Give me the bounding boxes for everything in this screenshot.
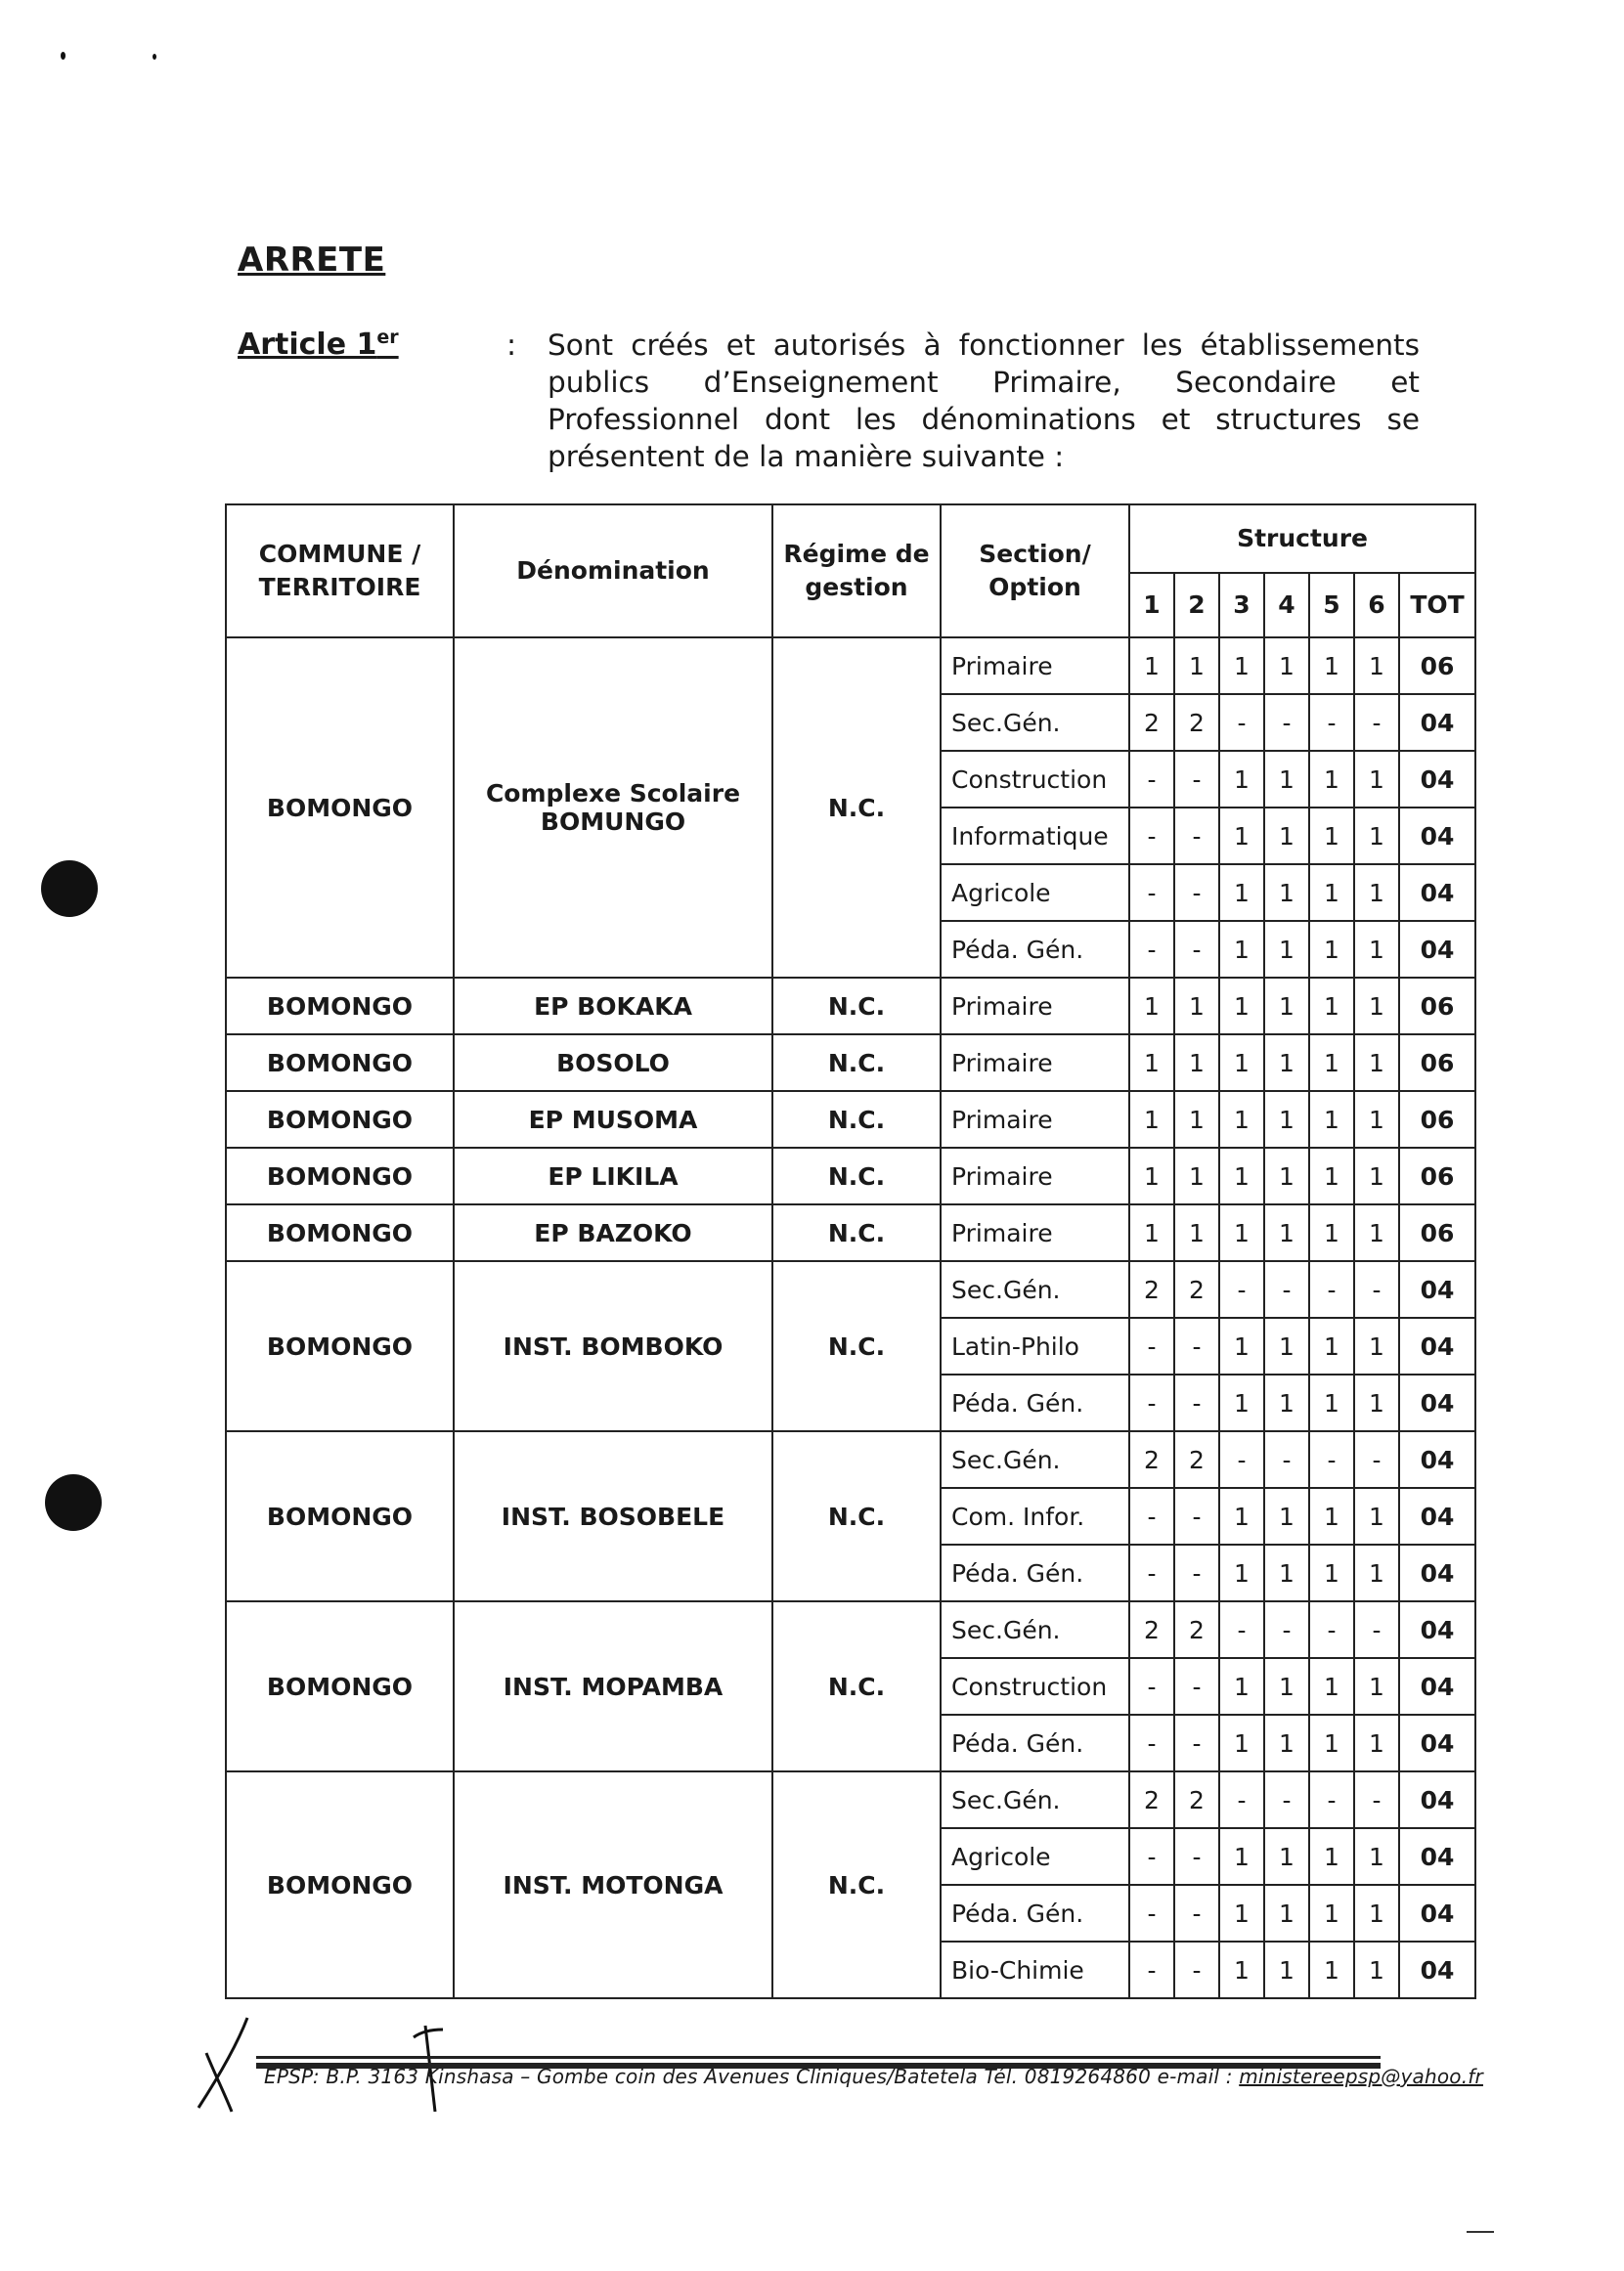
header-section: Section/ Option [941,504,1129,637]
table-row [226,1771,1475,1828]
level-value-cell: 1 [1354,637,1399,694]
article-label-sup: er [376,327,399,348]
level-value-cell: - [1354,1601,1399,1658]
level-value-cell: - [1264,1771,1309,1828]
level-value-cell: 1 [1354,864,1399,921]
level-value-cell: - [1174,1545,1219,1601]
total-cell: 04 [1399,921,1475,978]
section-cell: Agricole [941,864,1129,921]
level-value-cell: - [1264,1261,1309,1318]
level-value-cell: - [1219,1771,1264,1828]
level-value-cell: 1 [1264,1148,1309,1204]
level-value-cell: 1 [1219,1148,1264,1204]
level-value-cell: - [1129,1658,1174,1715]
level-value-cell: - [1219,694,1264,751]
commune-cell: BOMONGO [226,1091,454,1148]
total-cell: 04 [1399,1261,1475,1318]
total-cell: 04 [1399,694,1475,751]
level-value-cell: 1 [1174,1204,1219,1261]
level-value-cell: - [1174,1375,1219,1431]
total-cell: 04 [1399,1885,1475,1942]
section-cell: Primaire [941,1091,1129,1148]
header-level: 4 [1264,573,1309,637]
level-value-cell: 1 [1309,1942,1354,1998]
regime-cell: N.C. [772,1431,941,1601]
regime-cell: N.C. [772,978,941,1034]
total-cell: 06 [1399,978,1475,1034]
level-value-cell: - [1129,1828,1174,1885]
total-cell: 04 [1399,1942,1475,1998]
level-value-cell: - [1354,694,1399,751]
total-cell: 04 [1399,1545,1475,1601]
level-value-cell: - [1129,808,1174,864]
level-value-cell: - [1354,1261,1399,1318]
section-cell: Péda. Gén. [941,1715,1129,1771]
level-value-cell: 1 [1219,808,1264,864]
level-value-cell: 1 [1354,808,1399,864]
level-value-cell: - [1309,1261,1354,1318]
level-value-cell: 1 [1354,1318,1399,1375]
level-value-cell: 1 [1354,1148,1399,1204]
level-value-cell: 1 [1309,1715,1354,1771]
level-value-cell: 1 [1264,1375,1309,1431]
header-commune: COMMUNE / TERRITOIRE [226,504,454,637]
level-value-cell: 1 [1309,1091,1354,1148]
section-cell: Primaire [941,978,1129,1034]
level-value-cell: 1 [1354,1942,1399,1998]
level-value-cell: - [1174,808,1219,864]
regime-cell: N.C. [772,1148,941,1204]
table-row [226,1091,1475,1148]
header-level: 2 [1174,573,1219,637]
level-value-cell: 1 [1219,1091,1264,1148]
commune-cell: BOMONGO [226,1204,454,1261]
page-heading: ARRETE [238,240,386,280]
level-value-cell: - [1129,1885,1174,1942]
level-value-cell: - [1129,1488,1174,1545]
speck [61,52,66,60]
level-value-cell: 1 [1354,1658,1399,1715]
section-cell: Sec.Gén. [941,1261,1129,1318]
level-value-cell: 1 [1309,1488,1354,1545]
level-value-cell: 1 [1264,1658,1309,1715]
level-value-cell: 1 [1354,751,1399,808]
total-cell: 04 [1399,751,1475,808]
denomination-cell: BOSOLO [454,1034,772,1091]
total-cell: 04 [1399,1375,1475,1431]
total-cell: 04 [1399,1658,1475,1715]
page-mark [1467,2231,1494,2233]
level-value-cell: 1 [1219,751,1264,808]
level-value-cell: 1 [1309,637,1354,694]
level-value-cell: - [1219,1601,1264,1658]
level-value-cell: - [1174,1885,1219,1942]
level-value-cell: 1 [1219,637,1264,694]
level-value-cell: 1 [1309,751,1354,808]
level-value-cell: 1 [1309,1318,1354,1375]
table-row [226,1148,1475,1204]
level-value-cell: - [1174,1715,1219,1771]
regime-cell: N.C. [772,1034,941,1091]
level-value-cell: 1 [1219,921,1264,978]
section-cell: Sec.Gén. [941,1771,1129,1828]
level-value-cell: - [1309,694,1354,751]
level-value-cell: 2 [1174,1261,1219,1318]
level-value-cell: - [1129,1545,1174,1601]
level-value-cell: 1 [1264,1545,1309,1601]
level-value-cell: 1 [1264,1318,1309,1375]
commune-cell: BOMONGO [226,1771,454,1998]
level-value-cell: 1 [1354,978,1399,1034]
level-value-cell: 1 [1309,1148,1354,1204]
level-value-cell: 1 [1219,1828,1264,1885]
level-value-cell: 1 [1264,1942,1309,1998]
level-value-cell: - [1174,864,1219,921]
header-denomination: Dénomination [454,504,772,637]
section-cell: Latin-Philo [941,1318,1129,1375]
section-cell: Sec.Gén. [941,1431,1129,1488]
level-value-cell: 1 [1219,1318,1264,1375]
table-row [226,1431,1475,1488]
level-value-cell: 1 [1309,978,1354,1034]
level-value-cell: 1 [1219,1375,1264,1431]
section-cell: Péda. Gén. [941,1885,1129,1942]
level-value-cell: - [1309,1601,1354,1658]
level-value-cell: 1 [1219,864,1264,921]
level-value-cell: 1 [1174,978,1219,1034]
section-cell: Agricole [941,1828,1129,1885]
table-row [226,1204,1475,1261]
level-value-cell: - [1174,1828,1219,1885]
level-value-cell: 1 [1174,637,1219,694]
total-cell: 04 [1399,1771,1475,1828]
level-value-cell: 1 [1309,1545,1354,1601]
level-value-cell: - [1174,1942,1219,1998]
commune-cell: BOMONGO [226,1034,454,1091]
punch-hole-top [41,860,98,917]
commune-cell: BOMONGO [226,1261,454,1431]
header-level: TOT [1399,573,1475,637]
level-value-cell: 1 [1309,864,1354,921]
article-label-text: Article 1 [238,328,377,362]
level-value-cell: 1 [1129,1091,1174,1148]
level-value-cell: 1 [1219,1942,1264,1998]
level-value-cell: 1 [1309,808,1354,864]
level-value-cell: 1 [1219,1204,1264,1261]
level-value-cell: - [1174,1658,1219,1715]
denomination-cell: EP BOKAKA [454,978,772,1034]
level-value-cell: 2 [1174,694,1219,751]
regime-cell: N.C. [772,1601,941,1771]
level-value-cell: 1 [1354,1034,1399,1091]
header-structure: Structure [1129,504,1475,573]
header-level: 6 [1354,573,1399,637]
level-value-cell: 2 [1129,1261,1174,1318]
denomination-cell: INST. BOSOBELE [454,1431,772,1601]
level-value-cell: - [1219,1431,1264,1488]
level-value-cell: 1 [1219,1715,1264,1771]
level-value-cell: 1 [1264,808,1309,864]
table-row [226,1261,1475,1318]
section-cell: Primaire [941,1148,1129,1204]
level-value-cell: 1 [1264,1204,1309,1261]
level-value-cell: - [1129,751,1174,808]
level-value-cell: 1 [1264,1828,1309,1885]
level-value-cell: 1 [1264,637,1309,694]
level-value-cell: 1 [1174,1091,1219,1148]
table-row [226,1601,1475,1658]
level-value-cell: - [1174,1488,1219,1545]
denomination-cell: Complexe Scolaire BOMUNGO [454,637,772,978]
regime-cell: N.C. [772,637,941,978]
total-cell: 06 [1399,637,1475,694]
level-value-cell: 1 [1174,1034,1219,1091]
total-cell: 04 [1399,1488,1475,1545]
level-value-cell: 1 [1219,978,1264,1034]
level-value-cell: 1 [1264,1715,1309,1771]
level-value-cell: 1 [1219,1658,1264,1715]
denomination-cell: EP LIKILA [454,1148,772,1204]
level-value-cell: 1 [1129,637,1174,694]
level-value-cell: 1 [1354,1375,1399,1431]
level-value-cell: 1 [1219,1034,1264,1091]
schools-table [225,503,1476,1999]
level-value-cell: - [1354,1431,1399,1488]
level-value-cell: 2 [1174,1771,1219,1828]
level-value-cell: 2 [1174,1431,1219,1488]
denomination-cell: INST. MOPAMBA [454,1601,772,1771]
commune-cell: BOMONGO [226,1601,454,1771]
section-cell: Construction [941,751,1129,808]
denomination-cell: INST. BOMBOKO [454,1261,772,1431]
level-value-cell: 2 [1129,694,1174,751]
speck [153,54,156,60]
header-level: 3 [1219,573,1264,637]
level-value-cell: 1 [1264,978,1309,1034]
level-value-cell: - [1129,921,1174,978]
level-value-cell: 1 [1354,1091,1399,1148]
table-row [226,1034,1475,1091]
level-value-cell: - [1129,1318,1174,1375]
commune-cell: BOMONGO [226,637,454,978]
denomination-cell: EP MUSOMA [454,1091,772,1148]
level-value-cell: 1 [1354,1545,1399,1601]
level-value-cell: - [1219,1261,1264,1318]
level-value-cell: 1 [1354,1715,1399,1771]
level-value-cell: 1 [1354,921,1399,978]
level-value-cell: 1 [1129,1204,1174,1261]
section-cell: Sec.Gén. [941,1601,1129,1658]
level-value-cell: 1 [1309,1375,1354,1431]
level-value-cell: 1 [1264,1091,1309,1148]
level-value-cell: 1 [1264,1885,1309,1942]
level-value-cell: 1 [1264,921,1309,978]
footer-address-text: EPSP: B.P. 3163 Kinshasa – Gombe coin des Avenues Cliniques/Batetela Tél. 0819264860 e-mail : [264,2065,1240,2088]
level-value-cell: 1 [1264,751,1309,808]
level-value-cell: - [1354,1771,1399,1828]
footer-address [264,2065,1483,2088]
regime-cell: N.C. [772,1771,941,1998]
level-value-cell: 1 [1354,1488,1399,1545]
level-value-cell: 1 [1129,1034,1174,1091]
total-cell: 04 [1399,1715,1475,1771]
article-text: Sont créés et autorisés à fonctionner les établissements publics d’Enseignement Primaire, Secondaire et Professionnel dont les dénominations et structures se présentent de la manière suivante : [548,328,1420,473]
punch-hole-bottom [45,1474,102,1531]
level-value-cell: - [1129,1375,1174,1431]
level-value-cell: 1 [1309,1885,1354,1942]
level-value-cell: - [1129,1715,1174,1771]
level-value-cell: 1 [1264,1488,1309,1545]
section-cell: Primaire [941,1204,1129,1261]
total-cell: 04 [1399,1601,1475,1658]
denomination-cell: INST. MOTONGA [454,1771,772,1998]
level-value-cell: 1 [1219,1545,1264,1601]
footer-rule-thin [256,2056,1381,2059]
level-value-cell: 1 [1309,1828,1354,1885]
total-cell: 06 [1399,1148,1475,1204]
section-cell: Com. Infor. [941,1488,1129,1545]
level-value-cell: 1 [1309,921,1354,978]
level-value-cell: - [1309,1771,1354,1828]
total-cell: 04 [1399,1828,1475,1885]
level-value-cell: 1 [1354,1885,1399,1942]
section-cell: Péda. Gén. [941,1545,1129,1601]
header-regime: Régime de gestion [772,504,941,637]
total-cell: 04 [1399,808,1475,864]
regime-cell: N.C. [772,1204,941,1261]
level-value-cell: - [1129,864,1174,921]
level-value-cell: 1 [1309,1204,1354,1261]
level-value-cell: - [1264,694,1309,751]
level-value-cell: 1 [1129,978,1174,1034]
level-value-cell: 2 [1174,1601,1219,1658]
section-cell: Péda. Gén. [941,921,1129,978]
commune-cell: BOMONGO [226,978,454,1034]
regime-cell: N.C. [772,1261,941,1431]
level-value-cell: - [1129,1942,1174,1998]
level-value-cell: 1 [1219,1885,1264,1942]
level-value-cell: 1 [1264,864,1309,921]
regime-cell: N.C. [772,1091,941,1148]
level-value-cell: 1 [1264,1034,1309,1091]
header-level: 1 [1129,573,1174,637]
total-cell: 06 [1399,1034,1475,1091]
commune-cell: BOMONGO [226,1148,454,1204]
total-cell: 04 [1399,1318,1475,1375]
total-cell: 06 [1399,1091,1475,1148]
commune-cell: BOMONGO [226,1431,454,1601]
level-value-cell: 2 [1129,1771,1174,1828]
section-cell: Primaire [941,637,1129,694]
level-value-cell: 2 [1129,1431,1174,1488]
article-colon: : [506,328,517,363]
section-cell: Péda. Gén. [941,1375,1129,1431]
level-value-cell: 1 [1174,1148,1219,1204]
header-level: 5 [1309,573,1354,637]
footer-email: ministereepsp@yahoo.fr [1239,2065,1483,2088]
level-value-cell: 1 [1354,1828,1399,1885]
article-label [238,327,399,362]
total-cell: 06 [1399,1204,1475,1261]
total-cell: 04 [1399,864,1475,921]
level-value-cell: - [1174,751,1219,808]
level-value-cell: 1 [1129,1148,1174,1204]
level-value-cell: - [1174,921,1219,978]
level-value-cell: - [1309,1431,1354,1488]
level-value-cell: 1 [1354,1204,1399,1261]
total-cell: 04 [1399,1431,1475,1488]
section-cell: Bio-Chimie [941,1942,1129,1998]
level-value-cell: 1 [1309,1034,1354,1091]
level-value-cell: 1 [1219,1488,1264,1545]
section-cell: Construction [941,1658,1129,1715]
level-value-cell: 2 [1129,1601,1174,1658]
level-value-cell: - [1264,1431,1309,1488]
level-value-cell: - [1264,1601,1309,1658]
section-cell: Sec.Gén. [941,694,1129,751]
level-value-cell: - [1174,1318,1219,1375]
level-value-cell: 1 [1309,1658,1354,1715]
section-cell: Primaire [941,1034,1129,1091]
denomination-cell: EP BAZOKO [454,1204,772,1261]
table-row [226,978,1475,1034]
section-cell: Informatique [941,808,1129,864]
table-row [226,637,1475,694]
